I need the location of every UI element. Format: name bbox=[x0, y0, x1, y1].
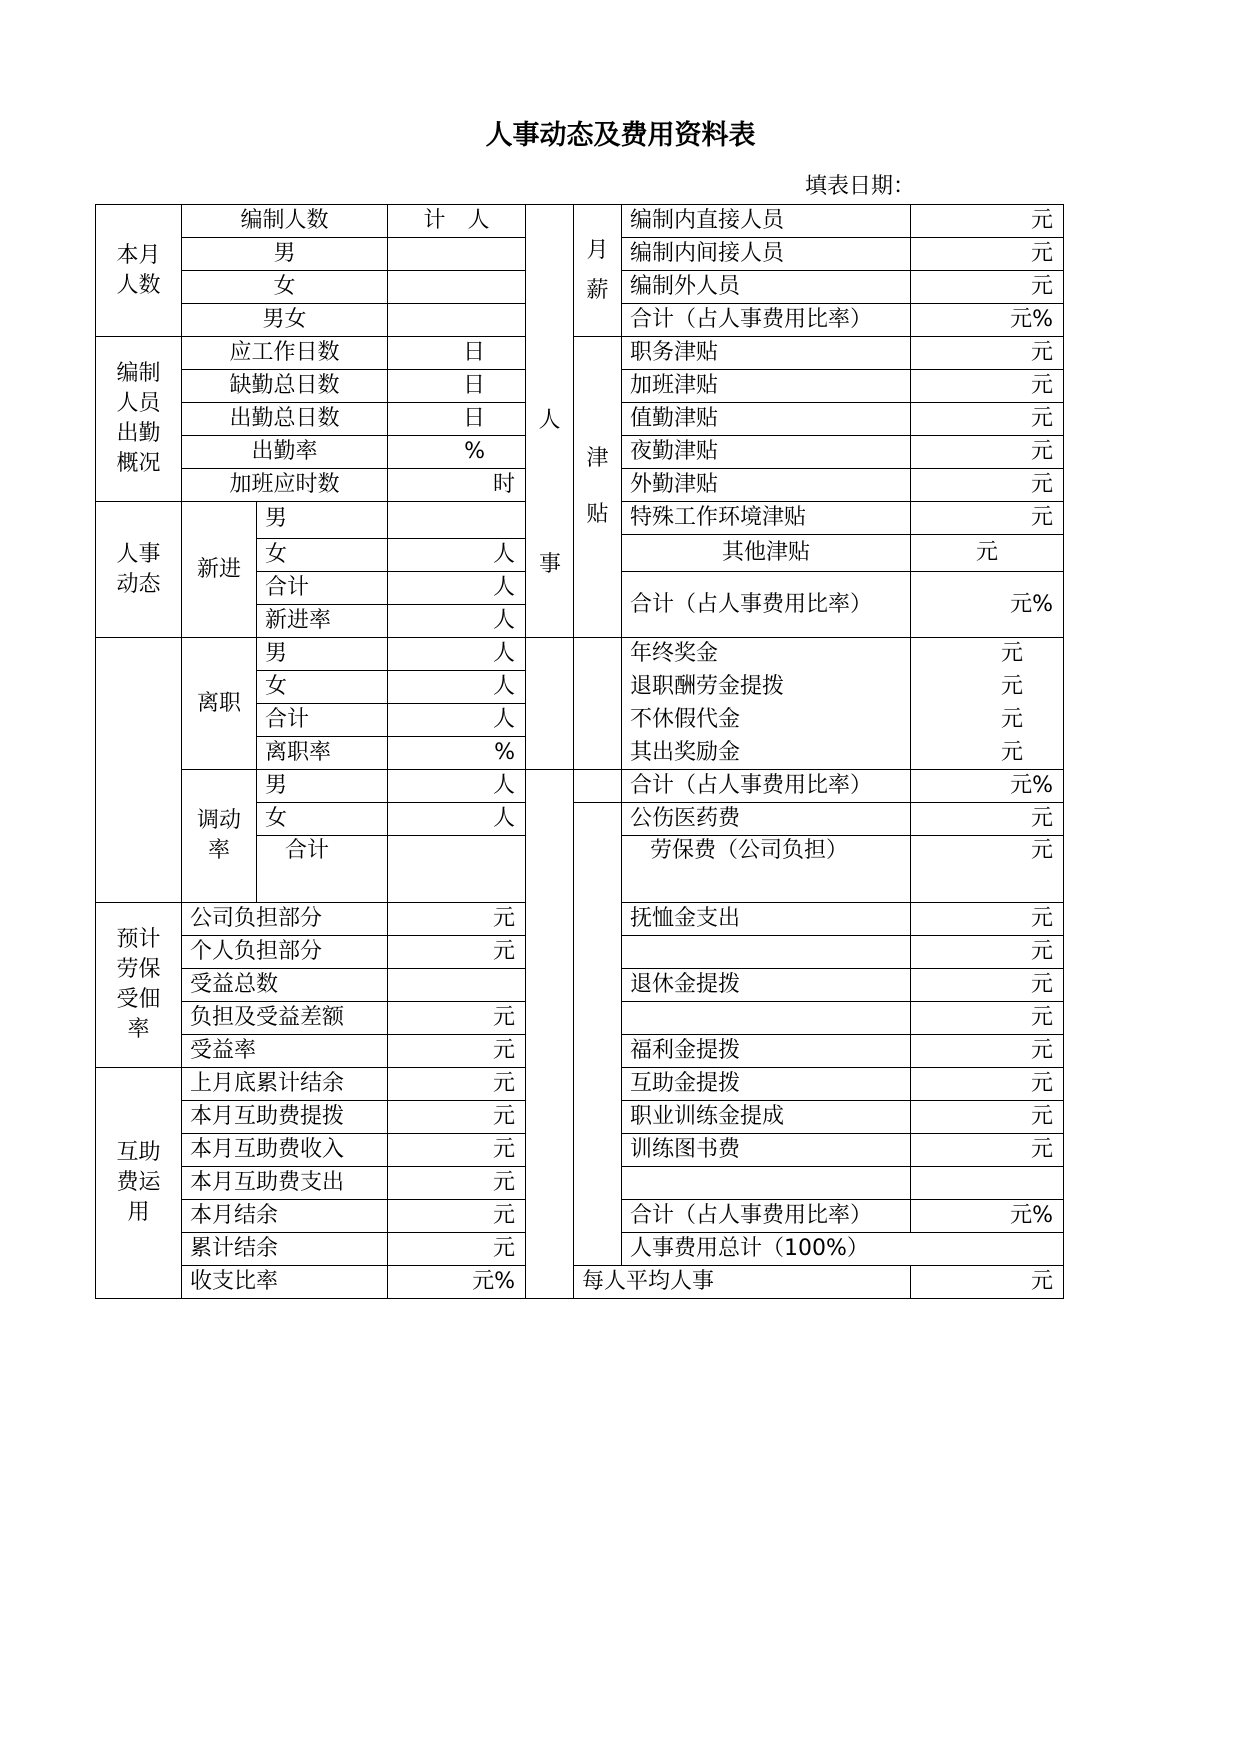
new-hire-row-unit: 人 bbox=[388, 572, 526, 605]
attendance-row-label: 加班应时数 bbox=[182, 469, 388, 502]
welfare-row-unit: 元 bbox=[911, 936, 1064, 969]
insurance-row-label: 公司负担部分 bbox=[182, 903, 388, 936]
headcount-row-value[interactable] bbox=[388, 271, 526, 304]
insurance-row-label: 受益总数 bbox=[182, 969, 388, 1002]
salary-row-unit: 元% bbox=[911, 304, 1064, 337]
mutual-aid-row-unit: 元 bbox=[388, 1200, 526, 1233]
welfare-row-label: 职业训练金提成 bbox=[622, 1101, 911, 1134]
transfer-row-unit: 人 bbox=[388, 803, 526, 836]
welfare-row-label bbox=[622, 936, 911, 969]
attendance-section-label: 编制人员出勤概况 bbox=[96, 337, 182, 502]
transfer-row-unit: 人 bbox=[388, 770, 526, 803]
summary-row-label: 每人平均人事 bbox=[574, 1266, 911, 1299]
allowance-row-unit: 元 bbox=[911, 403, 1064, 436]
welfare-row-label bbox=[622, 1167, 911, 1200]
insurance-row-label: 负担及受益差额 bbox=[182, 1002, 388, 1035]
page-title: 人事动态及费用资料表 bbox=[485, 120, 756, 151]
transfer-row-value[interactable] bbox=[388, 836, 526, 903]
mutual-aid-row-label: 本月结余 bbox=[182, 1200, 388, 1233]
bonus-total-label: 合计（占人事费用比率） bbox=[622, 770, 911, 803]
bonus-row-unit: 元 bbox=[911, 737, 1064, 770]
new-hire-row-unit: 人 bbox=[388, 605, 526, 638]
allowance-row-unit: 元 bbox=[911, 535, 1064, 572]
salary-row-unit: 元 bbox=[911, 238, 1064, 271]
transfer-row-label: 合计 bbox=[257, 836, 388, 903]
mutual-aid-row-label: 累计结余 bbox=[182, 1233, 388, 1266]
mutual-aid-row-unit: 元 bbox=[388, 1233, 526, 1266]
new-hire-label: 新进 bbox=[182, 502, 257, 638]
allowance-row-unit: 元 bbox=[911, 370, 1064, 403]
headcount-row-value[interactable] bbox=[388, 304, 526, 337]
headcount-row-label: 男女 bbox=[182, 304, 388, 337]
headcount-row-value[interactable] bbox=[388, 238, 526, 271]
resign-row-unit: 人 bbox=[388, 704, 526, 737]
mutual-aid-row-unit: 元 bbox=[388, 1167, 526, 1200]
bonus-total-unit: 元% bbox=[911, 770, 1064, 803]
dynamics-section-label: 人事动态 bbox=[96, 502, 182, 638]
resign-label: 离职 bbox=[182, 638, 257, 770]
personnel-form-table bbox=[95, 204, 1064, 1299]
insurance-row-label: 受益率 bbox=[182, 1035, 388, 1068]
headcount-header-value: 计 人 bbox=[388, 205, 526, 238]
allowance-row-unit: 元 bbox=[911, 502, 1064, 535]
welfare-row-unit: 元 bbox=[911, 803, 1064, 836]
salary-row-label: 编制外人员 bbox=[622, 271, 911, 304]
dynamics-section-blank bbox=[96, 638, 182, 903]
welfare-row-unit: 元% bbox=[911, 1200, 1064, 1233]
attendance-row-label: 缺勤总日数 bbox=[182, 370, 388, 403]
personnel-label-bottom bbox=[526, 770, 574, 1299]
bonus-total-spacer bbox=[574, 770, 622, 803]
mutual-aid-row-unit: 元 bbox=[388, 1134, 526, 1167]
allowance-row-unit: 元% bbox=[911, 572, 1064, 638]
mutual-aid-row-unit: 元 bbox=[388, 1101, 526, 1134]
transfer-row-label: 女 bbox=[257, 803, 388, 836]
mutual-aid-row-unit: 元% bbox=[388, 1266, 526, 1299]
welfare-row-label: 公伤医药费 bbox=[622, 803, 911, 836]
resign-row-unit: % bbox=[388, 737, 526, 770]
welfare-row-unit: 元 bbox=[911, 1134, 1064, 1167]
new-hire-row-label: 男 bbox=[257, 502, 388, 539]
insurance-row-unit bbox=[388, 969, 526, 1002]
allowance-row-label: 加班津贴 bbox=[622, 370, 911, 403]
welfare-row-unit: 元 bbox=[911, 1068, 1064, 1101]
welfare-row-unit: 元 bbox=[911, 903, 1064, 936]
attendance-row-unit: % bbox=[388, 436, 526, 469]
resign-row-label: 合计 bbox=[257, 704, 388, 737]
transfer-row-label: 男 bbox=[257, 770, 388, 803]
mutual-aid-row-label: 收支比率 bbox=[182, 1266, 388, 1299]
personnel-spacer bbox=[526, 638, 574, 770]
allowance-row-unit: 元 bbox=[911, 337, 1064, 370]
welfare-row-label: 退休金提拨 bbox=[622, 969, 911, 1002]
allowance-row-label: 合计（占人事费用比率） bbox=[622, 572, 911, 638]
salary-row-label: 合计（占人事费用比率） bbox=[622, 304, 911, 337]
allowance-row-label: 外勤津贴 bbox=[622, 469, 911, 502]
welfare-row-label bbox=[622, 1002, 911, 1035]
mutual-aid-row-label: 本月互助费收入 bbox=[182, 1134, 388, 1167]
new-hire-row-value[interactable] bbox=[388, 502, 526, 539]
monthly-salary-label: 月 薪 bbox=[574, 205, 622, 337]
welfare-row-label: 训练图书费 bbox=[622, 1134, 911, 1167]
personnel-label-char: 事 bbox=[538, 552, 561, 577]
insurance-row-unit: 元 bbox=[388, 936, 526, 969]
new-hire-row-unit: 人 bbox=[388, 539, 526, 572]
fill-date-label: 填表日期： bbox=[805, 174, 916, 199]
salary-row-unit: 元 bbox=[911, 205, 1064, 238]
welfare-row-label: 劳保费（公司负担） bbox=[622, 836, 911, 903]
attendance-row-unit: 日 bbox=[388, 337, 526, 370]
mutual-aid-row-label: 上月底累计结余 bbox=[182, 1068, 388, 1101]
allowance-row-label: 特殊工作环境津贴 bbox=[622, 502, 911, 535]
bonus-row-unit: 元 bbox=[911, 704, 1064, 737]
resign-row-label: 男 bbox=[257, 638, 388, 671]
welfare-row-unit: 元 bbox=[911, 1101, 1064, 1134]
resign-row-label: 女 bbox=[257, 671, 388, 704]
allowance-row-unit: 元 bbox=[911, 469, 1064, 502]
mutual-aid-row-label: 本月互助费支出 bbox=[182, 1167, 388, 1200]
attendance-row-unit: 日 bbox=[388, 370, 526, 403]
insurance-row-label: 个人负担部分 bbox=[182, 936, 388, 969]
bonus-row-unit: 元 bbox=[911, 638, 1064, 671]
salary-row-label: 编制内间接人员 bbox=[622, 238, 911, 271]
insurance-section-label: 预计劳保受佃率 bbox=[96, 903, 182, 1068]
attendance-row-label: 应工作日数 bbox=[182, 337, 388, 370]
transfer-label: 调动率 bbox=[182, 770, 257, 903]
welfare-row-unit: 元 bbox=[911, 1002, 1064, 1035]
allowance-label: 津 贴 bbox=[574, 337, 622, 638]
welfare-row-label: 福利金提拨 bbox=[622, 1035, 911, 1068]
new-hire-row-label: 女 bbox=[257, 539, 388, 572]
new-hire-row-label: 新进率 bbox=[257, 605, 388, 638]
welfare-row-unit: 元 bbox=[911, 1035, 1064, 1068]
summary-row-label: 人事费用总计（100%） bbox=[622, 1233, 1064, 1266]
allowance-row-label: 夜勤津贴 bbox=[622, 436, 911, 469]
salary-row-label: 编制内直接人员 bbox=[622, 205, 911, 238]
allowance-row-unit: 元 bbox=[911, 436, 1064, 469]
allowance-row-label: 职务津贴 bbox=[622, 337, 911, 370]
bonus-row-label: 退职酬劳金提拨 bbox=[622, 671, 911, 704]
bonus-row-label: 其出奖励金 bbox=[622, 737, 911, 770]
new-hire-row-label: 合计 bbox=[257, 572, 388, 605]
attendance-row-label: 出勤率 bbox=[182, 436, 388, 469]
mutual-aid-row-unit: 元 bbox=[388, 1068, 526, 1101]
allowance-row-label: 值勤津贴 bbox=[622, 403, 911, 436]
headcount-section-label: 本月人数 bbox=[96, 205, 182, 337]
headcount-row-label: 女 bbox=[182, 271, 388, 304]
insurance-row-unit: 元 bbox=[388, 1002, 526, 1035]
attendance-row-label: 出勤总日数 bbox=[182, 403, 388, 436]
welfare-row-label: 抚恤金支出 bbox=[622, 903, 911, 936]
bonus-row-label: 不休假代金 bbox=[622, 704, 911, 737]
mutual-aid-row-label: 本月互助费提拨 bbox=[182, 1101, 388, 1134]
personnel-label-top: 人 bbox=[526, 205, 574, 638]
attendance-row-unit: 日 bbox=[388, 403, 526, 436]
welfare-row-label: 互助金提拨 bbox=[622, 1068, 911, 1101]
headcount-header: 编制人数 bbox=[182, 205, 388, 238]
welfare-row-unit: 元 bbox=[911, 836, 1064, 903]
welfare-spacer bbox=[574, 803, 622, 1266]
summary-row-unit: 元 bbox=[911, 1266, 1064, 1299]
resign-row-label: 离职率 bbox=[257, 737, 388, 770]
insurance-row-unit: 元 bbox=[388, 903, 526, 936]
welfare-row-unit: 元 bbox=[911, 969, 1064, 1002]
bonus-row-unit: 元 bbox=[911, 671, 1064, 704]
resign-row-unit: 人 bbox=[388, 671, 526, 704]
bonus-spacer bbox=[574, 638, 622, 770]
insurance-row-unit: 元 bbox=[388, 1035, 526, 1068]
salary-row-unit: 元 bbox=[911, 271, 1064, 304]
bonus-row-label: 年终奖金 bbox=[622, 638, 911, 671]
resign-row-unit: 人 bbox=[388, 638, 526, 671]
welfare-row-label: 合计（占人事费用比率） bbox=[622, 1200, 911, 1233]
headcount-row-label: 男 bbox=[182, 238, 388, 271]
welfare-row-unit bbox=[911, 1167, 1064, 1200]
mutual-aid-section-label: 互助费运用 bbox=[96, 1068, 182, 1299]
allowance-row-label: 其他津贴 bbox=[622, 535, 911, 572]
attendance-row-unit: 时 bbox=[388, 469, 526, 502]
